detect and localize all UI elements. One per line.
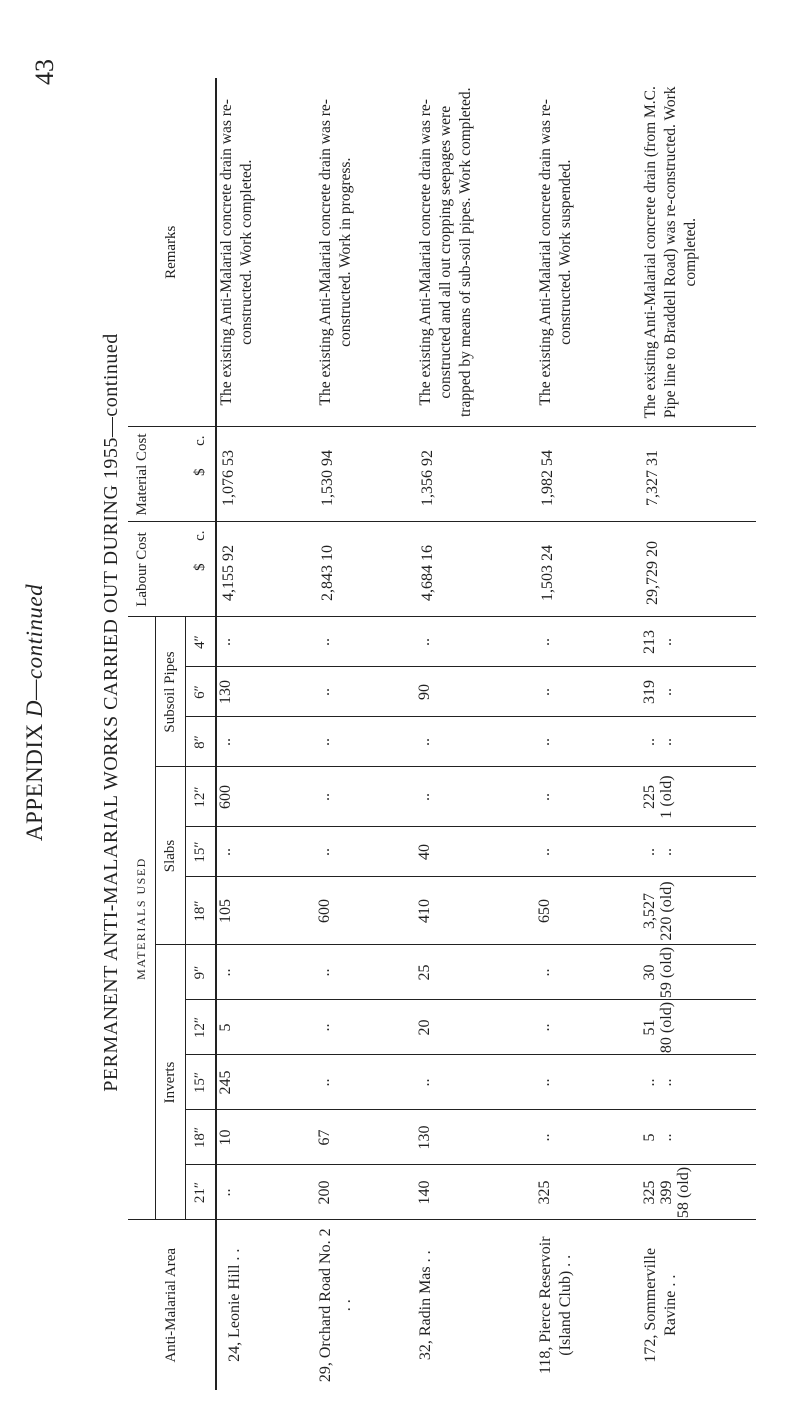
- material-cost: 1,982 54: [536, 427, 641, 522]
- remarks: The existing Anti-Malarial concrete drain (from M.C. Pipe line to Braddell Road) was re-constructed. Work completed.: [641, 78, 756, 427]
- cell: 130: [216, 667, 316, 717]
- size-header: 8″: [186, 717, 217, 767]
- cell: 325 399 58 (old): [641, 1165, 756, 1220]
- table-row: [216, 78, 316, 1390]
- appendix-heading: [22, 0, 48, 1425]
- currency-header: [186, 427, 217, 522]
- cell: ..: [316, 667, 416, 717]
- cell: ..: [536, 617, 641, 667]
- cell: 20: [416, 1000, 536, 1055]
- area-name: 32, Radin Mas . .: [417, 1250, 434, 1361]
- size-header: 12″: [186, 1000, 217, 1055]
- area-name: 24, Leonie Hill . .: [226, 1248, 243, 1362]
- cell: ..: [536, 667, 641, 717]
- header-subsoil-pipes: Subsoil Pipes: [156, 617, 186, 767]
- header-slabs: Slabs: [156, 767, 186, 945]
- cell: ..: [216, 827, 316, 877]
- cell: ..: [216, 617, 316, 667]
- table-row: [416, 78, 536, 1390]
- cell: ..: [216, 717, 316, 767]
- cell: ..: [536, 827, 641, 877]
- size-header: 18″: [186, 1110, 217, 1165]
- page-title: PERMANENT ANTI-MALARIAL WORKS CARRIED OUT DURING 1955—continued: [100, 333, 122, 1092]
- area-name: 29, Orchard Road No. 2 . .: [317, 1228, 354, 1383]
- cell: ..: [416, 717, 536, 767]
- cell: ..: [416, 1055, 536, 1110]
- cell: 3,527 220 (old): [641, 877, 756, 945]
- cell: 140: [416, 1165, 536, 1220]
- currency-symbol: $: [191, 563, 208, 571]
- labour-cost: 1,503 24: [536, 522, 641, 617]
- remarks: The existing Anti-Malarial concrete drain was re-constructed. Work in progress.: [316, 78, 416, 427]
- cell: ..: [416, 617, 536, 667]
- remarks: The existing Anti-Malarial concrete drain was re-constructed. Work completed.: [216, 78, 316, 427]
- appendix-letter: D—continued: [22, 583, 47, 718]
- cell: 200: [316, 1165, 416, 1220]
- cell: ..: [216, 1165, 316, 1220]
- cell: 90: [416, 667, 536, 717]
- labour-cost: 4,155 92: [216, 522, 316, 617]
- cell: 410: [416, 877, 536, 945]
- cell: ..: [316, 717, 416, 767]
- material-cost: 1,530 94: [316, 427, 416, 522]
- material-cost: 1,076 53: [216, 427, 316, 522]
- cell: ..: [316, 617, 416, 667]
- cell: ..: [316, 1000, 416, 1055]
- cell: ..: [536, 1055, 641, 1110]
- cell: 40: [416, 827, 536, 877]
- remarks: The existing Anti-Malarial concrete drain was re-constructed. Work suspended.: [536, 78, 641, 427]
- cell: .. ..: [641, 1055, 756, 1110]
- header-inverts: Inverts: [156, 945, 186, 1220]
- table-row: [316, 78, 416, 1390]
- labour-cost: 2,843 10: [316, 522, 416, 617]
- cell: 213 ..: [641, 617, 756, 667]
- currency-header: [186, 522, 217, 617]
- size-header: 6″: [186, 667, 217, 717]
- cell: 25: [416, 945, 536, 1000]
- cell: ..: [536, 1110, 641, 1165]
- cell: ..: [536, 1000, 641, 1055]
- size-header: 9″: [186, 945, 217, 1000]
- cell: 5 ..: [641, 1110, 756, 1165]
- material-cost-total: 7,327 31: [641, 427, 756, 522]
- size-header: 15″: [186, 1055, 217, 1110]
- cell: 600: [216, 767, 316, 827]
- page-number: 43: [30, 59, 59, 85]
- cell: ..: [536, 945, 641, 1000]
- header-material-cost: Material Cost: [128, 427, 186, 522]
- header-area: Anti-Malarial Area: [128, 1220, 216, 1390]
- cell: 225 1 (old): [641, 767, 756, 827]
- cell: ..: [536, 767, 641, 827]
- cell: 319 ..: [641, 667, 756, 717]
- cell: ..: [536, 717, 641, 767]
- cell: 245: [216, 1055, 316, 1110]
- material-cost: 1,356 92: [416, 427, 536, 522]
- cell: ..: [416, 767, 536, 827]
- size-header: 18″: [186, 877, 217, 945]
- size-header: 15″: [186, 827, 217, 877]
- cell: 67: [316, 1110, 416, 1165]
- cell: 600: [316, 877, 416, 945]
- cell: 10: [216, 1110, 316, 1165]
- cell: ..: [216, 945, 316, 1000]
- cell: 650: [536, 877, 641, 945]
- labour-cost: 4,684 16: [416, 522, 536, 617]
- cell: 30 59 (old): [641, 945, 756, 1000]
- area-name: 118, Pierce Reservoir (Island Club) . .: [537, 1236, 574, 1375]
- cell: .. ..: [641, 717, 756, 767]
- labour-cost-total: 29,729 20: [641, 522, 756, 617]
- size-header: 12″: [186, 767, 217, 827]
- cell: 105: [216, 877, 316, 945]
- header-materials-used: MATERIALS USED: [128, 617, 156, 1220]
- currency-symbol: $: [191, 468, 208, 476]
- header-labour-cost: Labour Cost: [128, 522, 186, 617]
- cents-symbol: c.: [191, 530, 208, 541]
- table-row: [641, 78, 756, 1390]
- cell: ..: [316, 827, 416, 877]
- remarks: The existing Anti-Malarial concrete drain was re-constructed and all out cropping seepages were trapped by means of sub-soil pipes. Work completed.: [416, 78, 536, 427]
- size-header: 4″: [186, 617, 217, 667]
- cell: .. ..: [641, 827, 756, 877]
- cell: 5: [216, 1000, 316, 1055]
- area-name: 172, Sommerville Ravine . .: [642, 1247, 679, 1363]
- cell: ..: [316, 1055, 416, 1110]
- size-header: 21″: [186, 1165, 217, 1220]
- cell: 325: [536, 1165, 641, 1220]
- cell: 51 80 (old): [641, 1000, 756, 1055]
- cents-symbol: c.: [191, 435, 208, 446]
- header-remarks: Remarks: [128, 78, 216, 427]
- cell: ..: [316, 945, 416, 1000]
- table-row: [536, 78, 641, 1390]
- cell: 130: [416, 1110, 536, 1165]
- appendix-label: APPENDIX: [22, 723, 47, 842]
- works-table: [128, 78, 756, 1390]
- cell: ..: [316, 767, 416, 827]
